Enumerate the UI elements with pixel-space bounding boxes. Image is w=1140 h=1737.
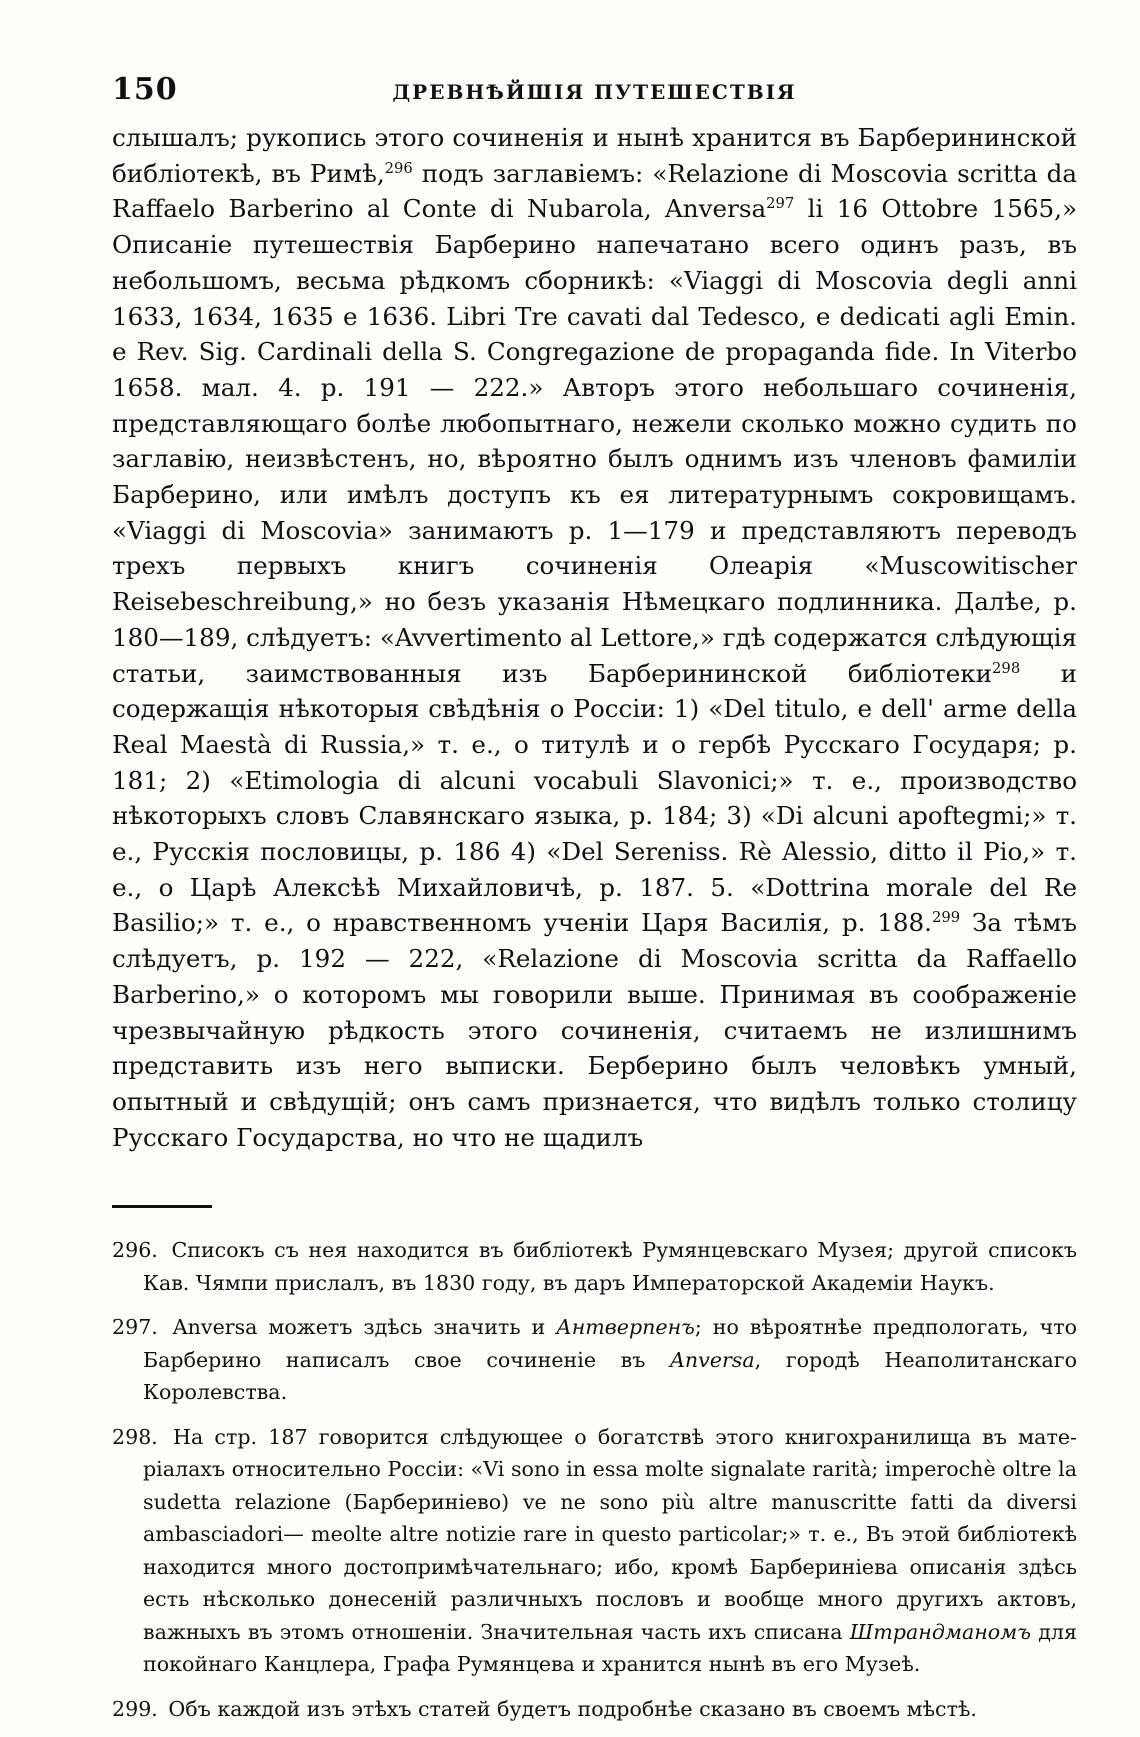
footnote-298 <box>112 1421 1077 1681</box>
footnote-text: для покойнаго Канцлера, Графа Румянцева и хранится нынѣ въ его Музеѣ. <box>143 1619 1077 1677</box>
footnote-number: 296. <box>112 1238 158 1263</box>
book-page <box>112 62 1077 1737</box>
footnote-text: ; но вѣроятнѣе предпологать, что Барберино написалъ свое сочиненіе въ <box>143 1315 1077 1372</box>
footnote-296 <box>112 1234 1077 1299</box>
running-head <box>112 62 1077 120</box>
footnote-number: 297. <box>112 1315 158 1340</box>
footnote-number: 299. <box>112 1696 158 1721</box>
footnote-italic-text: Anversa <box>670 1347 755 1372</box>
footnote-299 <box>112 1693 1077 1726</box>
footnote-ref-297[interactable]: 297 <box>766 195 795 213</box>
footnote-divider <box>112 1205 212 1208</box>
body-paragraph <box>112 120 1077 1155</box>
footnote-ref-298[interactable]: 298 <box>992 659 1021 677</box>
footnote-italic-text: Антверпенъ <box>556 1315 695 1340</box>
footnote-297 <box>112 1311 1077 1409</box>
page-header-title: ДРЕВНѢЙШІЯ ПУТЕШЕСТВІЯ <box>392 80 797 104</box>
footnote-text: Списокъ съ нея находится въ библіотекѣ Румянцевскаго Музея; другой списокъ Кав. Чямпи прислалъ, въ 1830 году, въ даръ Императорской Академіи Наукъ. <box>143 1238 1077 1295</box>
footnote-number: 298. <box>112 1424 158 1449</box>
footnote-italic-text: Штрандманомъ <box>849 1619 1031 1644</box>
footnote-text: Anversa можетъ здѣсь значить и <box>172 1315 557 1340</box>
page-number: 150 <box>112 72 178 107</box>
body-text-segment: слышалъ; рукопись этого сочиненія и нынѣ хранится въ Барберининской библіотекѣ, въ Римѣ, <box>112 123 1077 188</box>
footnote-ref-296[interactable]: 296 <box>384 159 413 177</box>
footnote-text: , городѣ Неаполитанскаго Королевства. <box>143 1347 1077 1405</box>
footnote-ref-299[interactable]: 299 <box>932 909 961 927</box>
footnotes-list <box>112 1234 1077 1725</box>
body-text-segment: li 16 Ottobre 1565,» Описаніе путешествія Барберино напечатано всего одинъ разъ, въ небольшомъ, весьма рѣдкомъ сборникѣ: «Viaggi di Moscovia degli anni 1633, 1634, 1635 e 1636. Libri Tre cavati dal Tedesco, e dedicati agli Emin. e Rev. Sig. Cardinali della S. Congregazione de propaganda fide. In Viterbo 1658. мал. 4. p. 191 — 222.» Авторъ этого небольшаго сочиненія, представляющаго болѣе любопытнаго, нежели сколько можно судить по заглавію, неизвѣстенъ, но, вѣроятно былъ однимъ изъ членовъ фамиліи Барберино, или имѣлъ доступъ къ ея литературнымъ сокровищамъ. «Viaggi di Moscovia» занимаютъ p. 1—179 и представляютъ переводъ трехъ первыхъ книгъ сочиненія Олеарія «Muscowitischer Reisebeschreibung,» но безъ указанія Нѣмецкаго подлинника. Далѣе, p. 180—189, слѣдуетъ: «Avvertimento al Lettore,» гдѣ содержатся слѣдующія статьи, заимствованныя изъ Барберининской библіотеки <box>112 194 1078 688</box>
footnote-text: Объ каждой изъ этѣхъ статей будетъ подробнѣе сказано въ своемъ мѣстѣ. <box>168 1696 977 1721</box>
body-text-segment: подъ заглавіемъ: «Relazione di Moscovia scritta da Raffaelo Barberino al Conte di Nubarola, Anversa <box>112 158 1077 224</box>
footnote-text: На стр. 187 говорится слѣдующее о богатствѣ этого книгохранилища въ матеріалахъ относительно Россіи: «Vi sono in essa molte signalate rarità; imperochè oltre la sudetta relazione (Барберинiево) ve ne sono più altre manuscritte fatti da diversi ambasciadori— meolte altre notizie rare in questo particolar;» т. е., Въ этой библіотекѣ находится много достопримѣчательнаго; ибо, кромѣ Барберинiева описанія здѣсь есть нѣсколько донесеній различныхъ пословъ и вообще много другихъ актовъ, важныхъ въ этомъ отношеніи. Значительная часть ихъ списана <box>143 1424 1078 1644</box>
body-text-segment: и содержащія нѣкоторыя свѣдѣнія о Россіи: 1) «Del titulo, e dell' arme della Real Maestà di Russia,» т. е., о титулѣ и о гербѣ Русскаго Государя; p. 181; 2) «Etimologia di alcuni vocabuli Slavonici;» т. е., производство нѣкоторыхъ словъ Славянскаго языка, p. 184; 3) «Di alcuni apoftegmi;» т. е., Русскія пословицы, p. 186 4) «Del Sereniss. Rè Alessio, ditto il Pio,» т. е., о Царѣ Алексѣѣ Михайловичѣ, p. 187. 5. «Dottrina morale del Re Basilio;» т. е., о нравственномъ ученіи Царя Василія, p. 188. <box>112 658 1077 938</box>
body-text-segment: За тѣмъ слѣдуетъ, p. 192 — 222, «Relazione di Moscovia scritta da Raffaello Barberino,» о которомъ мы говорили выше. Принимая въ соображеніе чрезвычайную рѣдкость этого сочиненія, считаемъ не излишнимъ представить изъ него выписки. Берберино былъ человѣкъ умный, опытный и свѣдущій; онъ самъ признается, что видѣлъ только столицу Русскаго Государства, но что не щадилъ <box>112 908 1077 1152</box>
